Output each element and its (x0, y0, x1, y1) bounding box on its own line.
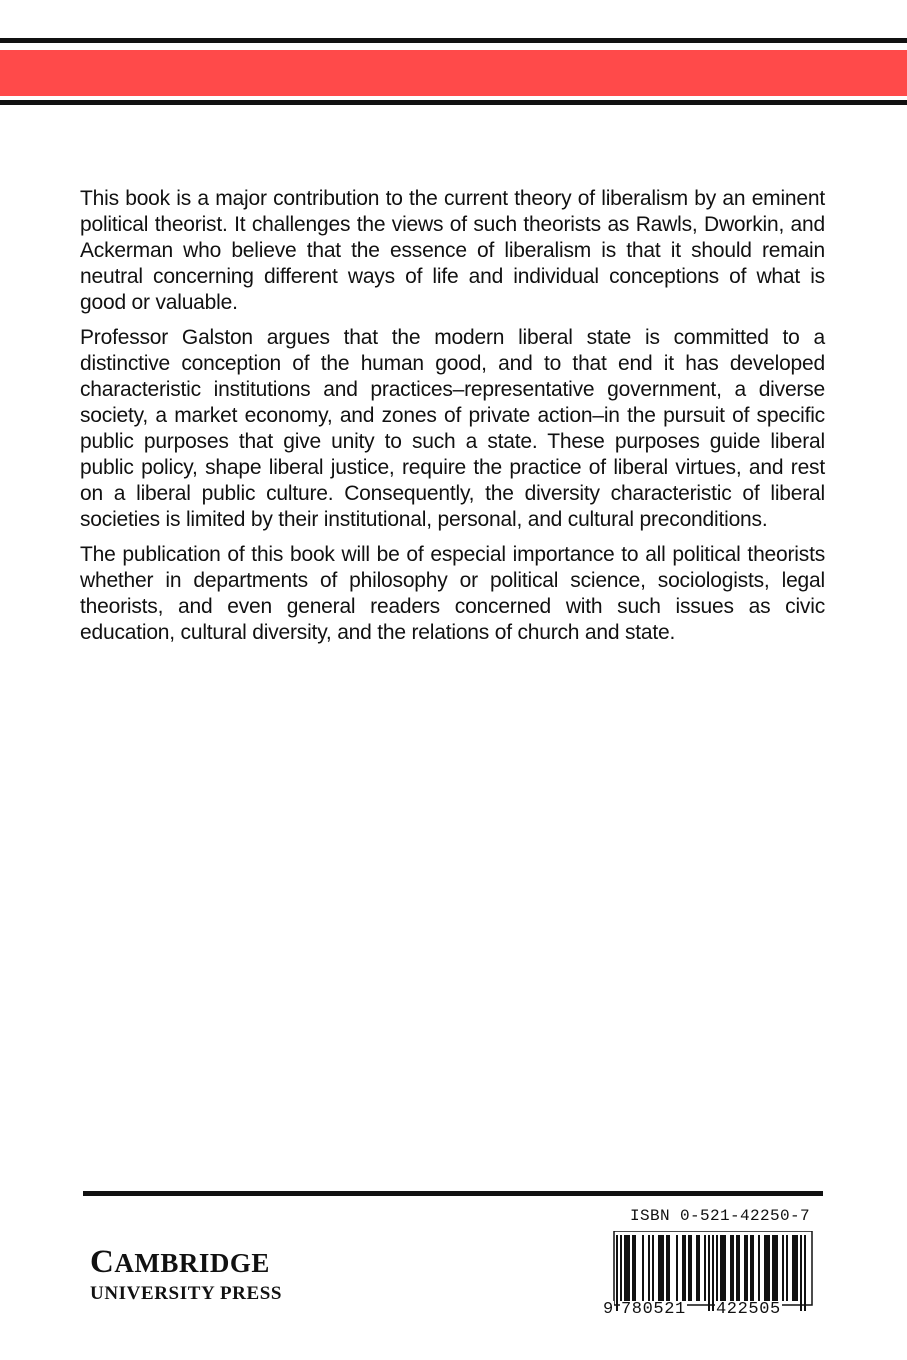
barcode-bar (744, 1235, 746, 1301)
blurb-paragraph-2: Professor Galston argues that the modern liberal state is committed to a distinctive conception of the human good, and to that end it has developed characteristic institutions and practices–representative government, a diverse society, a market economy, and zones of private action–in the pursuit of specific public purposes that give unity to such a state. These purposes guide liberal public policy, shape liberal justice, require the practice of liberal virtues, and rest on a liberal public culture. Consequently, the diversity characteristic of liberal societies is limited by their institutional, personal, and cultural preconditions. (80, 326, 825, 531)
barcode-bar (660, 1235, 662, 1301)
barcode-bar (634, 1235, 636, 1301)
barcode-bar (658, 1235, 660, 1301)
barcode-bar (738, 1235, 740, 1301)
barcode-bar (716, 1235, 718, 1301)
barcode (602, 1231, 816, 1317)
top-rule (0, 38, 907, 43)
barcode-bar (676, 1235, 678, 1301)
barcode-bar (662, 1235, 664, 1301)
barcode-bar (684, 1235, 686, 1301)
barcode-bar (796, 1235, 798, 1301)
barcode-bar (792, 1235, 794, 1301)
barcode-bar (782, 1235, 784, 1301)
barcode-bar (804, 1235, 806, 1311)
barcode-bar (666, 1235, 668, 1301)
barcode-bar (766, 1235, 768, 1301)
barcode-bar (624, 1235, 626, 1301)
barcode-bar (730, 1235, 732, 1301)
barcode-bar (722, 1235, 724, 1301)
publisher-name (90, 1245, 282, 1280)
publisher-subtitle: UNIVERSITY PRESS (90, 1283, 283, 1304)
barcode-bar (758, 1235, 760, 1301)
barcode-bar (772, 1235, 774, 1301)
barcode-bar (764, 1235, 766, 1301)
barcode-bar (752, 1235, 754, 1301)
barcode-bar (776, 1235, 778, 1301)
barcode-bar (750, 1235, 752, 1301)
barcode-bar (708, 1235, 710, 1311)
barcode-bar (616, 1235, 618, 1311)
blurb-paragraph-1: This book is a major contribution to the current theory of liberalism by an eminent political theorist. It challenges the views of such theorists as Rawls, Dworkin, and Ackerman who believe that the essence of liberalism is that it should remain neutral concerning different ways of life and individual conceptions of what is good or valuable. (80, 187, 825, 314)
publisher-name-initial: C (90, 1244, 115, 1280)
barcode-bar (628, 1235, 630, 1301)
isbn-label: ISBN 0-521-42250-7 (629, 1207, 810, 1225)
barcode-bar (648, 1235, 650, 1301)
back-cover-blurb (80, 186, 825, 655)
barcode-bar (704, 1235, 706, 1301)
barcode-bar (736, 1235, 738, 1301)
barcode-bar (746, 1235, 748, 1301)
barcode-bar (720, 1235, 722, 1301)
barcode-bar (690, 1235, 692, 1301)
barcode-bar (794, 1235, 796, 1301)
barcode-right-group: 422505 (716, 1300, 781, 1319)
barcode-bar (698, 1235, 700, 1301)
barcode-first-digit: 9 (603, 1300, 614, 1319)
barcode-bar (774, 1235, 776, 1301)
barcode-bar (626, 1235, 628, 1301)
barcode-bar (724, 1235, 726, 1301)
isbn-block (602, 1207, 816, 1317)
barcode-bar (668, 1235, 670, 1301)
blurb-paragraph-3: The publication of this book will be of especial importance to all political theorists whether in departments of philosophy or political science, sociologists, legal theorists, and even general readers concerned with such issues as civic education, cultural diversity, and the relations of church and state. (80, 543, 825, 644)
barcode-left-group: 780521 (621, 1300, 686, 1319)
bottom-rule (83, 1191, 823, 1196)
barcode-bar (732, 1235, 734, 1301)
barcode-bar (652, 1235, 654, 1301)
barcode-bar (696, 1235, 698, 1301)
barcode-bar (712, 1235, 714, 1311)
top-rule-bottom (0, 100, 907, 105)
publisher-name-rest: AMBRIDGE (114, 1248, 270, 1278)
barcode-bar (632, 1235, 634, 1301)
barcode-bar (688, 1235, 690, 1301)
barcode-bar (786, 1235, 788, 1301)
barcode-bar (800, 1235, 802, 1311)
barcode-bar (768, 1235, 770, 1301)
barcode-bar (682, 1235, 684, 1301)
barcode-bar (642, 1235, 644, 1301)
publisher-logo (90, 1245, 282, 1305)
top-color-band (0, 50, 907, 96)
